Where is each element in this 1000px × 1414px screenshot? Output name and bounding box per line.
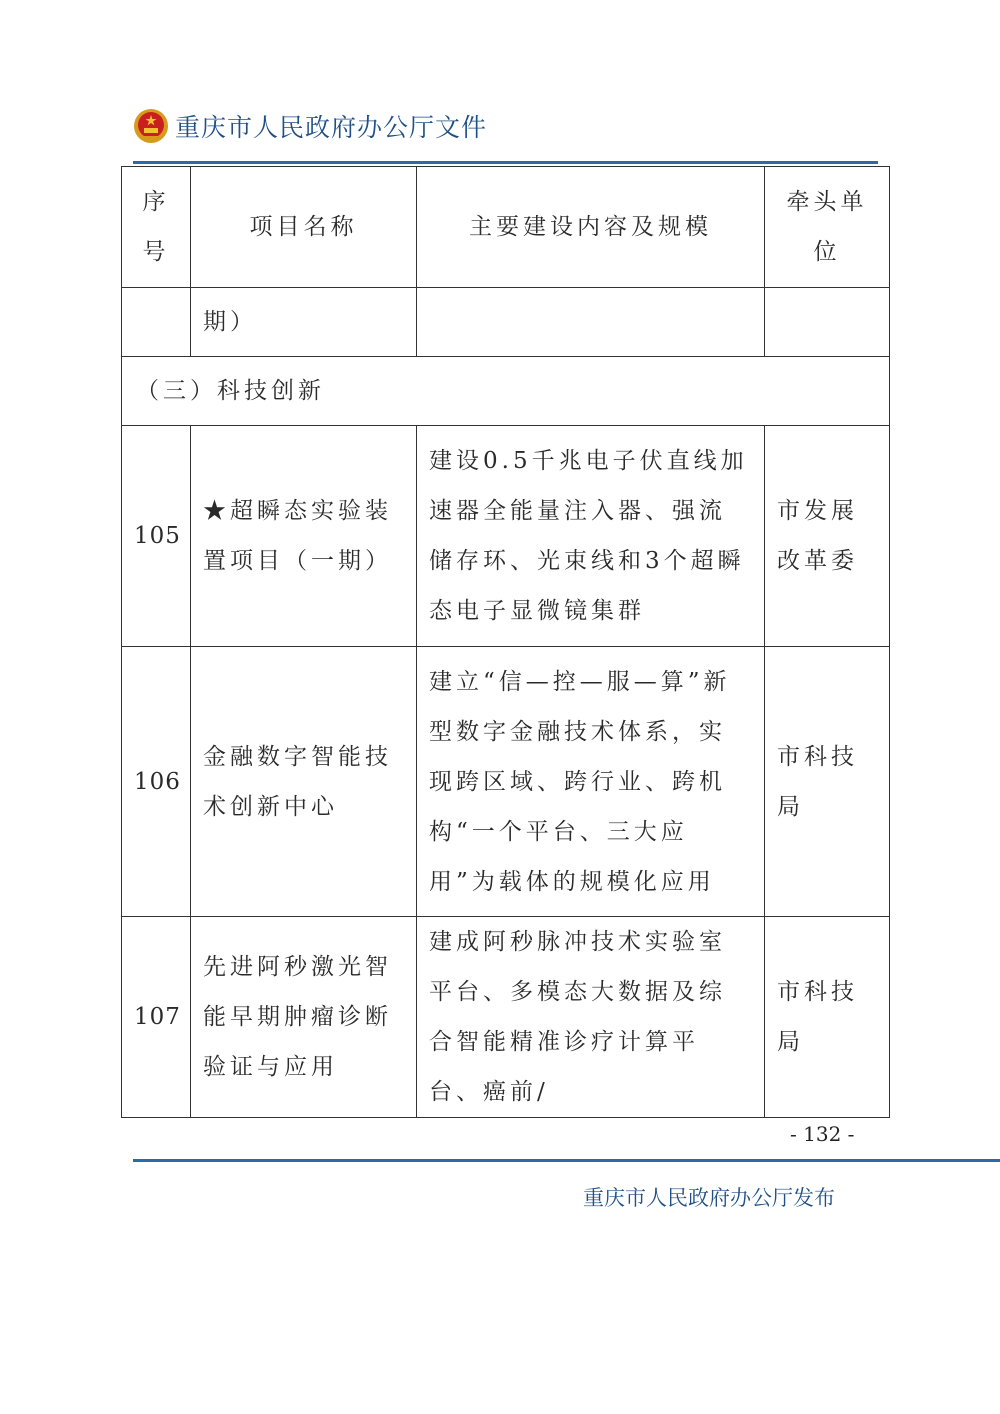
document-header (133, 108, 487, 144)
column-header: 序号 (122, 167, 191, 288)
project-table (121, 166, 890, 1118)
table-row (122, 647, 890, 917)
row-unit (765, 288, 890, 357)
row-content: 建立“信—控—服—算”新型数字金融技术体系，实现跨区域、跨行业、跨机构“一个平台、三大应用”为载体的规模化应用 (417, 647, 765, 917)
column-header: 项目名称 (191, 167, 417, 288)
footer-divider (133, 1159, 1000, 1162)
row-content (417, 288, 765, 357)
row-content: 建成阿秒脉冲技术实验室平台、多模态大数据及综合智能精准诊疗计算平台、癌前/ (417, 917, 765, 1118)
table-row (122, 426, 890, 647)
section-row (122, 357, 890, 426)
row-unit: 市科技局 (765, 647, 890, 917)
row-unit: 市科技局 (765, 917, 890, 1118)
column-header: 牵头单位 (765, 167, 890, 288)
row-number: 106 (122, 647, 191, 917)
table-header-row (122, 167, 890, 288)
table-row (122, 917, 890, 1118)
section-label: （三）科技创新 (122, 357, 890, 426)
row-project-name: 期） (191, 288, 417, 357)
national-emblem-icon (133, 108, 169, 144)
row-project-name: 先进阿秒激光智能早期肿瘤诊断验证与应用 (191, 917, 417, 1118)
row-number: 107 (122, 917, 191, 1118)
row-project-name: ★超瞬态实验装置项目（一期） (191, 426, 417, 647)
row-project-name: 金融数字智能技术创新中心 (191, 647, 417, 917)
document-title: 重庆市人民政府办公厅文件 (175, 113, 488, 142)
row-number (122, 288, 191, 357)
row-unit: 市发展改革委 (765, 426, 890, 647)
page-number: - 132 - (790, 1122, 855, 1146)
header-divider (133, 161, 878, 164)
row-content: 建设0.5千兆电子伏直线加速器全能量注入器、强流储存环、光束线和3个超瞬态电子显微镜集群 (417, 426, 765, 647)
publisher-label: 重庆市人民政府办公厅发布 (583, 1186, 835, 1210)
row-number: 105 (122, 426, 191, 647)
column-header: 主要建设内容及规模 (417, 167, 765, 288)
table-row (122, 288, 890, 357)
